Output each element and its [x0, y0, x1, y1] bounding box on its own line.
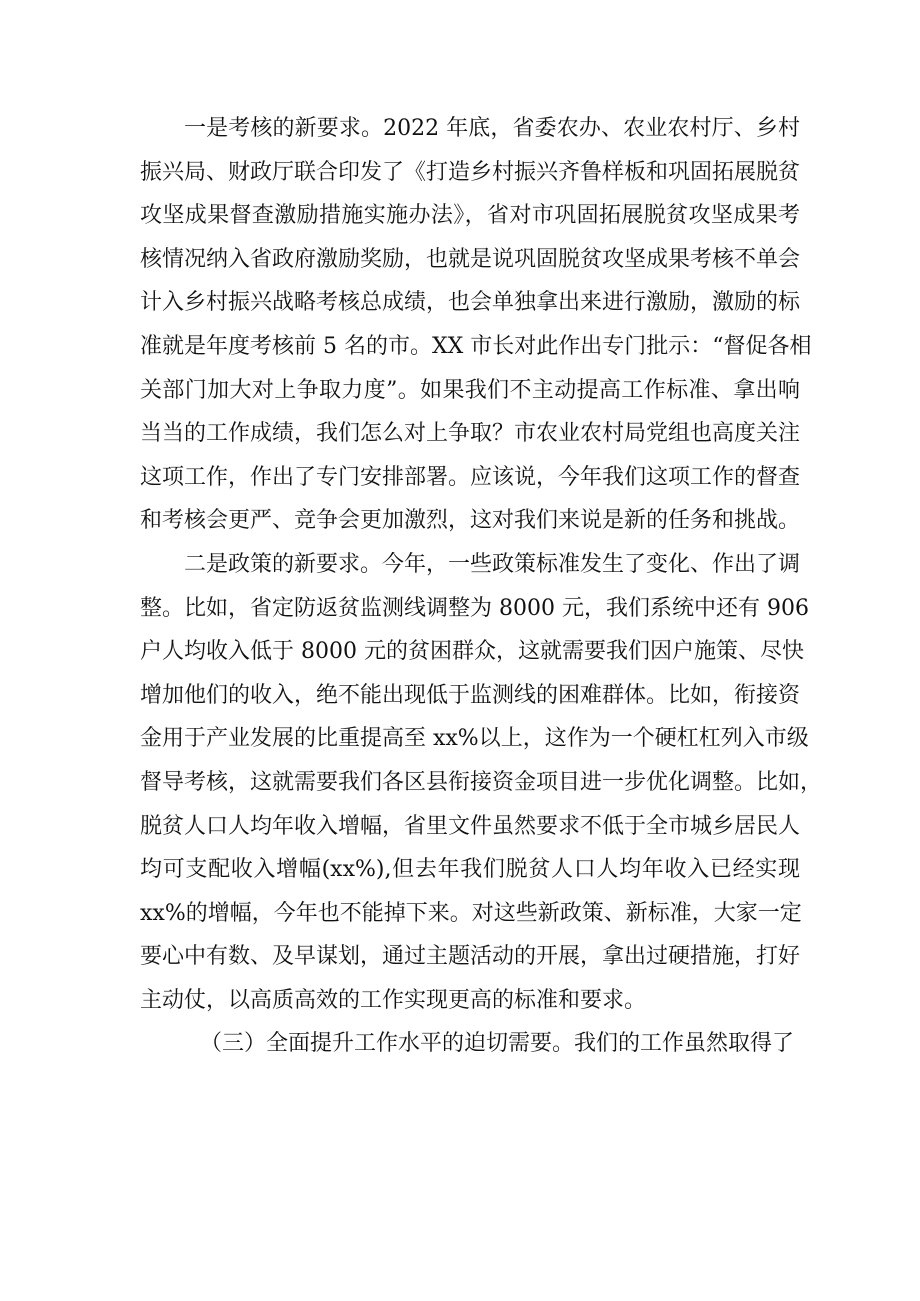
text-line: 核情况纳入省政府激励奖励，也就是说巩固脱贫攻坚成果考核不单会 [140, 246, 801, 272]
text-line: xx%的增幅，今年也不能掉下来。对这些新政策、新标准，大家一定 [140, 900, 802, 926]
text-line: 一是考核的新要求。2022 年底，省委农办、农业农村厅、乡村 [184, 116, 800, 141]
text-line: 要心中有数、及早谋划，通过主题活动的开展，拿出过硬措施，打好 [140, 944, 801, 970]
text-line: 攻坚成果督查激励措施实施办法》，省对市巩固拓展脱贫攻坚成果考 [140, 203, 800, 229]
text-line: 增加他们的收入，绝不能出现低于监测线的困难群体。比如，衔接资 [140, 682, 801, 708]
paragraph-assessment-requirements [140, 107, 812, 543]
text-line: 当当的工作成绩，我们怎么对上争取？市农业农村局党组也高度关注 [140, 421, 801, 447]
text-line: 和考核会更严、竞争会更加激烈，这对我们来说是新的任务和挑战。 [140, 508, 801, 534]
document-body [140, 107, 823, 1066]
text-line: 金用于产业发展的比重提高至 xx%以上，这作为一个硬杠杠列入市级 [140, 726, 809, 752]
paragraph-policy-requirements [140, 543, 823, 1023]
text-line: 这项工作，作出了专门安排部署。应该说，今年我们这项工作的督查 [140, 464, 801, 490]
text-line: 督导考核，这就需要我们各区县衔接资金项目进一步优化调整。比如， [140, 769, 823, 795]
text-line: 计入乡村振兴战略考核总成绩，也会单独拿出来进行激励，激励的标 [140, 290, 801, 316]
text-line: （三）全面提升工作水平的迫切需要。我们的工作虽然取得了 [200, 1031, 795, 1057]
text-line: 均可支配收入增幅(xx%),但去年我们脱贫人口人均年收入已经实现 [140, 857, 800, 883]
paragraph-section-three-heading [140, 1022, 800, 1066]
text-line: 整。比如，省定防返贫监测线调整为 8000 元，我们系统中还有 906 [140, 595, 809, 621]
text-line: 振兴局、财政厅联合印发了《打造乡村振兴齐鲁样板和巩固拓展脱贫 [140, 159, 801, 185]
text-line: 脱贫人口人均年收入增幅，省里文件虽然要求不低于全市城乡居民人 [140, 813, 801, 839]
text-line: 户人均收入低于 8000 元的贫困群众，这就需要我们因户施策、尽快 [140, 639, 804, 665]
text-line: 二是政策的新要求。今年，一些政策标准发生了变化、作出了调 [184, 551, 801, 577]
text-line: 准就是年度考核前 5 名的市。XX 市长对此作出专门批示：“督促各相 [140, 333, 812, 359]
text-line: 关部门加大对上争取力度”。如果我们不主动提高工作标准、拿出响 [140, 377, 800, 403]
text-line: 主动仗，以高质高效的工作实现更高的标准和要求。 [140, 987, 647, 1013]
